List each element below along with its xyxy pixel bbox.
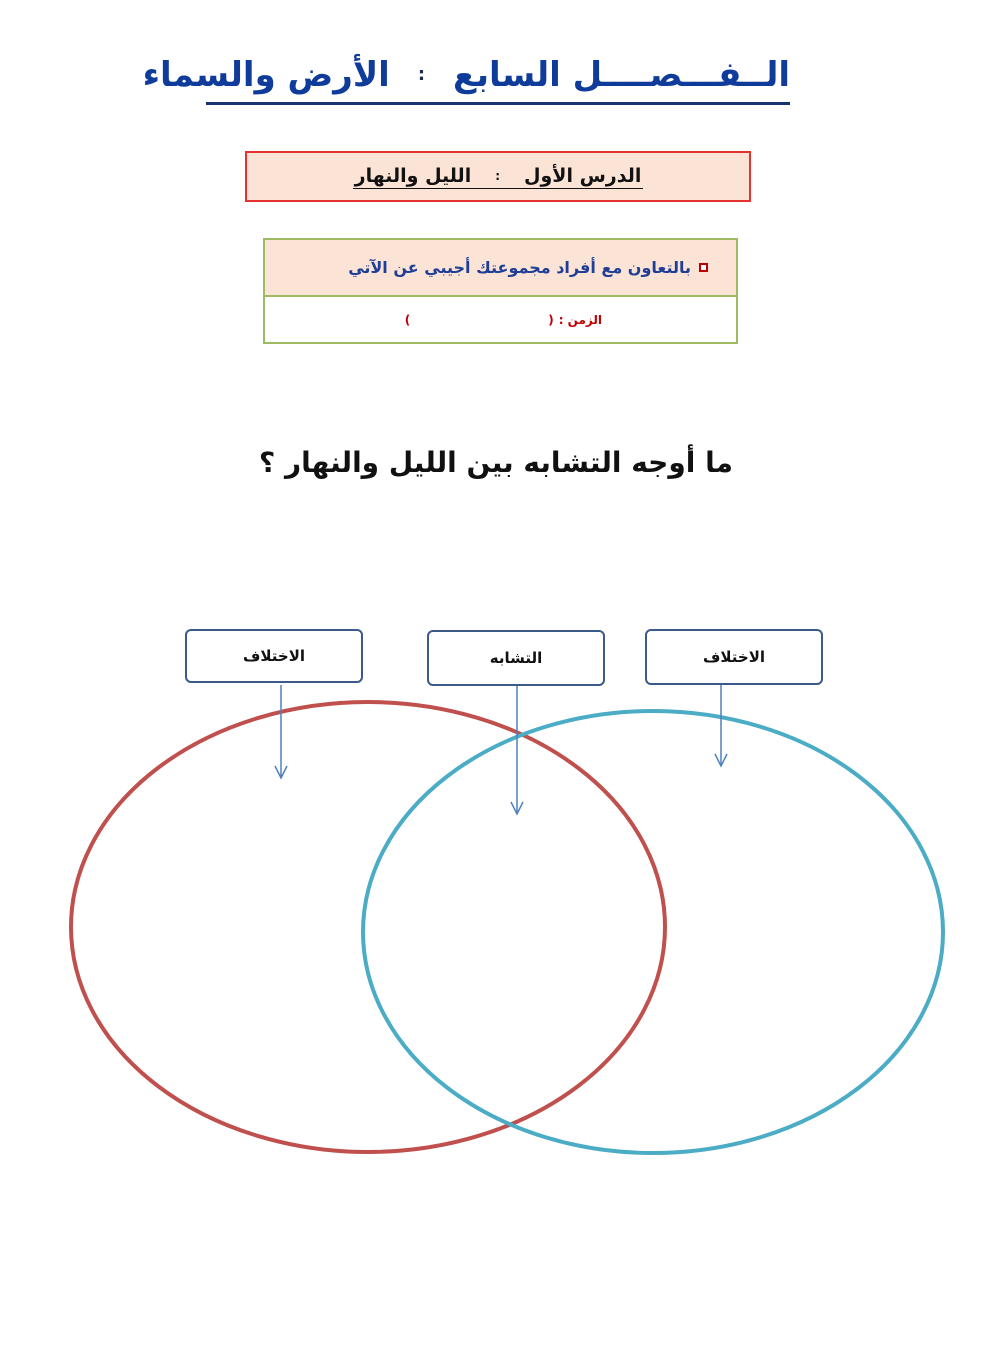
middle-arrow-icon — [511, 685, 523, 814]
left-difference-label[interactable]: الاختلاف — [185, 629, 363, 683]
similarity-label[interactable]: التشابه — [427, 630, 605, 686]
right-difference-label[interactable]: الاختلاف — [645, 629, 823, 685]
chapter-name: الأرض والسماء — [142, 55, 390, 95]
time-close-paren: ) — [404, 312, 411, 327]
time-open-paren: ( — [548, 312, 554, 327]
right-arrow-icon — [715, 675, 727, 766]
left-arrow-icon — [275, 685, 287, 778]
lesson-title: الليل والنهار — [354, 164, 472, 187]
chapter-separator: : — [417, 64, 426, 85]
chapter-number: الــفـــصــــل السابع — [453, 55, 790, 95]
question-text: ما أوجه التشابه بين الليل والنهار ؟ — [259, 446, 733, 479]
right-circle[interactable] — [363, 711, 943, 1153]
lesson-separator: : — [495, 168, 501, 183]
left-circle[interactable] — [71, 702, 665, 1152]
lesson-label: الدرس الأول — [524, 164, 642, 187]
task-instruction: بالتعاون مع أفراد مجموعتك أجيبي عن الآتي — [348, 258, 691, 277]
time-label: الزمن : — [558, 312, 602, 327]
